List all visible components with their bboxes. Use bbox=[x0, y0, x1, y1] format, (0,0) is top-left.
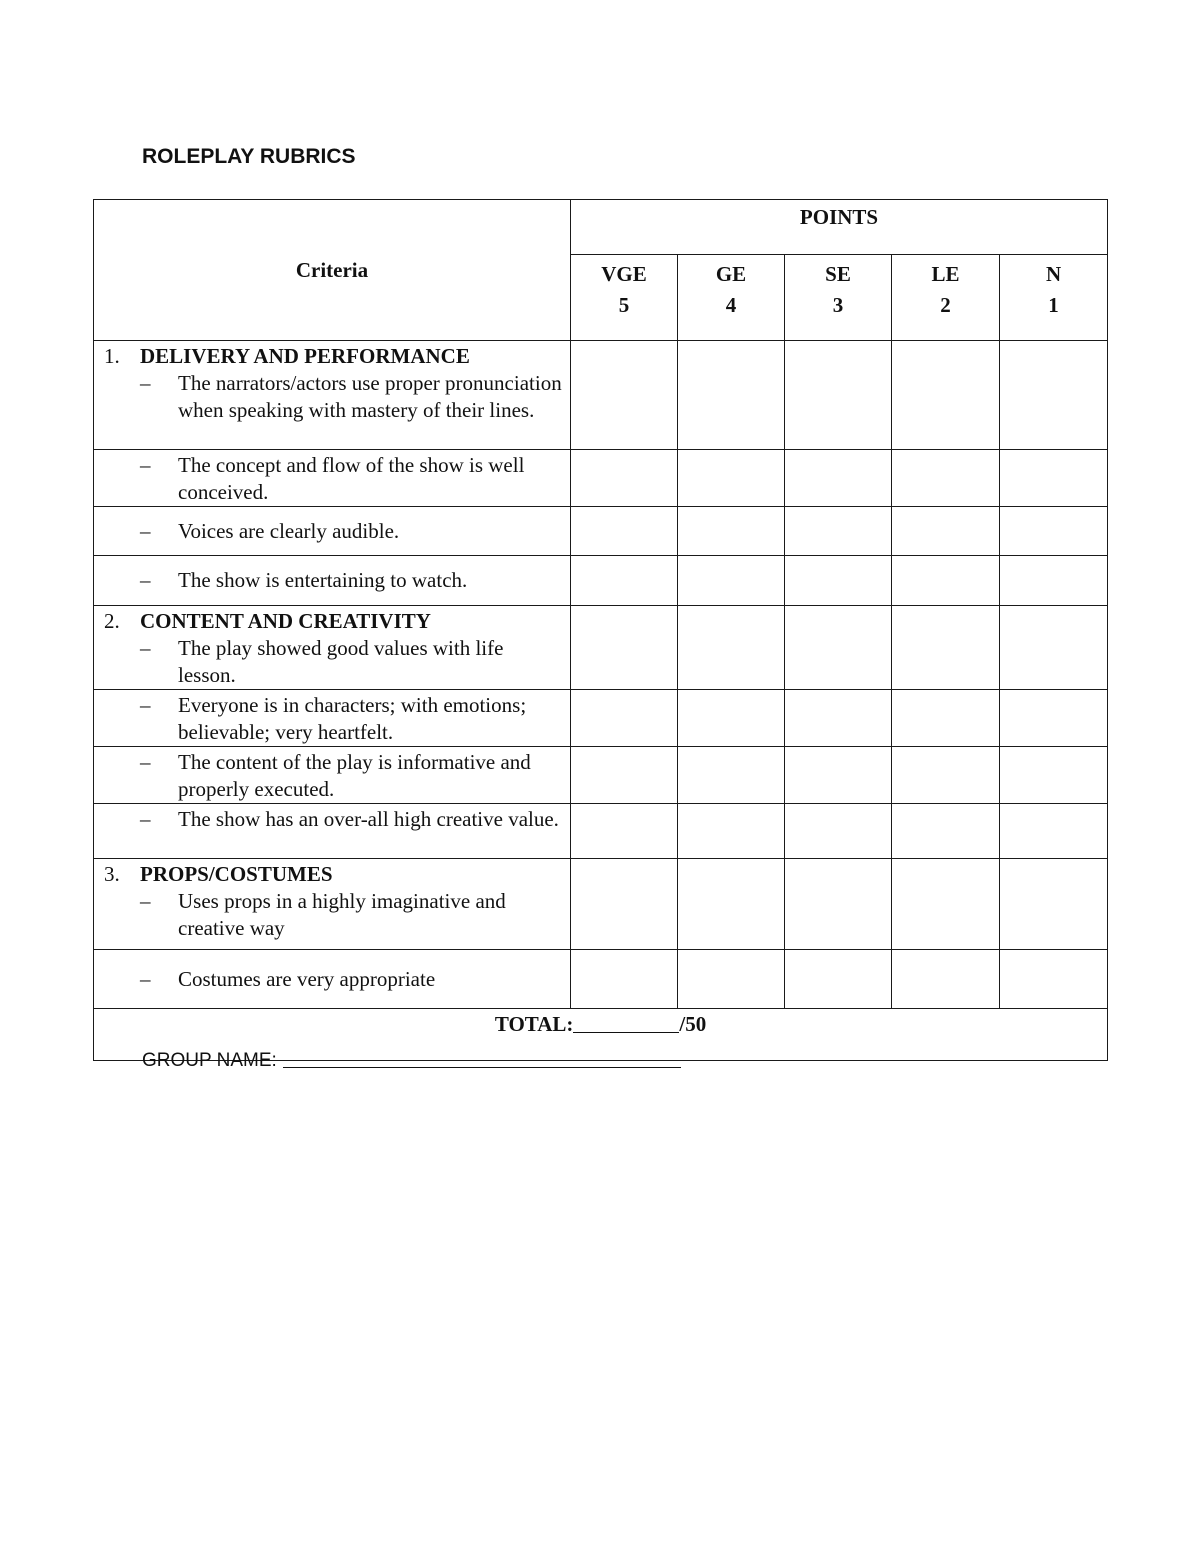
table-row bbox=[94, 556, 1108, 606]
criterion-cell bbox=[94, 341, 571, 450]
criterion-item: – The concept and flow of the show is well conceived. bbox=[140, 453, 525, 504]
table-row bbox=[94, 859, 1108, 950]
criterion-cell bbox=[94, 690, 571, 747]
level-header-n: N 1 bbox=[1000, 255, 1108, 341]
section-heading: 1. DELIVERY AND PERFORMANCE bbox=[104, 344, 470, 368]
criterion-item: – The narrators/actors use proper pronunciation when speaking with mastery of their lines. bbox=[140, 371, 562, 422]
section-heading: 2. CONTENT AND CREATIVITY bbox=[104, 609, 431, 633]
score-cell[interactable] bbox=[571, 507, 678, 556]
criterion-cell bbox=[94, 950, 571, 1009]
score-cell[interactable] bbox=[892, 507, 1000, 556]
score-cell[interactable] bbox=[571, 950, 678, 1009]
table-row bbox=[94, 747, 1108, 804]
criterion-item: – The show is entertaining to watch. bbox=[140, 568, 468, 592]
total-blank-line[interactable] bbox=[573, 1012, 679, 1033]
score-cell[interactable] bbox=[1000, 804, 1108, 859]
score-cell[interactable] bbox=[892, 804, 1000, 859]
score-cell[interactable] bbox=[1000, 556, 1108, 606]
score-cell[interactable] bbox=[785, 606, 892, 690]
score-cell[interactable] bbox=[1000, 507, 1108, 556]
criterion-item: – Everyone is in characters; with emotions; believable; very heartfelt. bbox=[140, 693, 527, 744]
score-cell[interactable] bbox=[1000, 450, 1108, 507]
criterion-item: – The content of the play is informative and properly executed. bbox=[140, 750, 531, 801]
score-cell[interactable] bbox=[785, 507, 892, 556]
section-heading: 3. PROPS/COSTUMES bbox=[104, 862, 333, 886]
score-cell[interactable] bbox=[571, 747, 678, 804]
table-row bbox=[94, 804, 1108, 859]
criterion-item: – Uses props in a highly imaginative and creative way bbox=[140, 889, 506, 940]
score-cell[interactable] bbox=[785, 341, 892, 450]
level-header-vge: VGE 5 bbox=[571, 255, 678, 341]
group-name-label: GROUP NAME: bbox=[142, 1050, 277, 1071]
score-cell[interactable] bbox=[678, 341, 785, 450]
score-cell[interactable] bbox=[785, 690, 892, 747]
score-cell[interactable] bbox=[571, 804, 678, 859]
score-cell[interactable] bbox=[1000, 950, 1108, 1009]
score-cell[interactable] bbox=[892, 556, 1000, 606]
score-cell[interactable] bbox=[1000, 606, 1108, 690]
level-header-le: LE 2 bbox=[892, 255, 1000, 341]
score-cell[interactable] bbox=[678, 556, 785, 606]
score-cell[interactable] bbox=[785, 859, 892, 950]
score-cell[interactable] bbox=[571, 450, 678, 507]
score-cell[interactable] bbox=[678, 747, 785, 804]
level-header-se: SE 3 bbox=[785, 255, 892, 341]
points-header: POINTS bbox=[571, 200, 1108, 255]
score-cell[interactable] bbox=[892, 950, 1000, 1009]
criterion-item: – The play showed good values with life lesson. bbox=[140, 636, 504, 687]
criterion-cell bbox=[94, 804, 571, 859]
score-cell[interactable] bbox=[892, 450, 1000, 507]
score-cell[interactable] bbox=[892, 606, 1000, 690]
score-cell[interactable] bbox=[678, 859, 785, 950]
criterion-cell bbox=[94, 556, 571, 606]
document-title: ROLEPLAY RUBRICS bbox=[142, 145, 356, 168]
criterion-cell bbox=[94, 859, 571, 950]
table-row bbox=[94, 950, 1108, 1009]
criteria-header: Criteria bbox=[94, 200, 571, 341]
score-cell[interactable] bbox=[678, 804, 785, 859]
score-cell[interactable] bbox=[1000, 341, 1108, 450]
score-cell[interactable] bbox=[892, 341, 1000, 450]
score-cell[interactable] bbox=[571, 556, 678, 606]
score-cell[interactable] bbox=[785, 450, 892, 507]
score-cell[interactable] bbox=[678, 606, 785, 690]
total-label: TOTAL: bbox=[494, 1012, 574, 1036]
score-cell[interactable] bbox=[1000, 690, 1108, 747]
score-cell[interactable] bbox=[785, 804, 892, 859]
score-cell[interactable] bbox=[785, 556, 892, 606]
score-cell[interactable] bbox=[785, 747, 892, 804]
criterion-item: – Voices are clearly audible. bbox=[140, 518, 400, 543]
score-cell[interactable] bbox=[678, 507, 785, 556]
score-cell[interactable] bbox=[1000, 859, 1108, 950]
score-cell[interactable] bbox=[892, 690, 1000, 747]
criterion-item: – Costumes are very appropriate bbox=[140, 966, 436, 991]
criterion-cell bbox=[94, 747, 571, 804]
score-cell[interactable] bbox=[892, 859, 1000, 950]
table-row bbox=[94, 690, 1108, 747]
rubric-table bbox=[93, 199, 1108, 1061]
score-cell[interactable] bbox=[678, 450, 785, 507]
table-row bbox=[94, 507, 1108, 556]
score-cell[interactable] bbox=[892, 747, 1000, 804]
total-suffix: /50 bbox=[679, 1012, 707, 1036]
score-cell[interactable] bbox=[678, 950, 785, 1009]
group-name-blank[interactable] bbox=[283, 1049, 681, 1068]
score-cell[interactable] bbox=[1000, 747, 1108, 804]
criterion-cell bbox=[94, 507, 571, 556]
table-row bbox=[94, 341, 1108, 450]
criterion-cell bbox=[94, 606, 571, 690]
score-cell[interactable] bbox=[571, 690, 678, 747]
level-header-ge: GE 4 bbox=[678, 255, 785, 341]
criterion-cell bbox=[94, 450, 571, 507]
table-row bbox=[94, 450, 1108, 507]
table-row bbox=[94, 606, 1108, 690]
score-cell[interactable] bbox=[785, 950, 892, 1009]
score-cell[interactable] bbox=[571, 341, 678, 450]
group-name-line bbox=[142, 1049, 681, 1072]
score-cell[interactable] bbox=[678, 690, 785, 747]
score-cell[interactable] bbox=[571, 606, 678, 690]
criterion-item: – The show has an over-all high creative value. bbox=[140, 807, 559, 831]
score-cell[interactable] bbox=[571, 859, 678, 950]
